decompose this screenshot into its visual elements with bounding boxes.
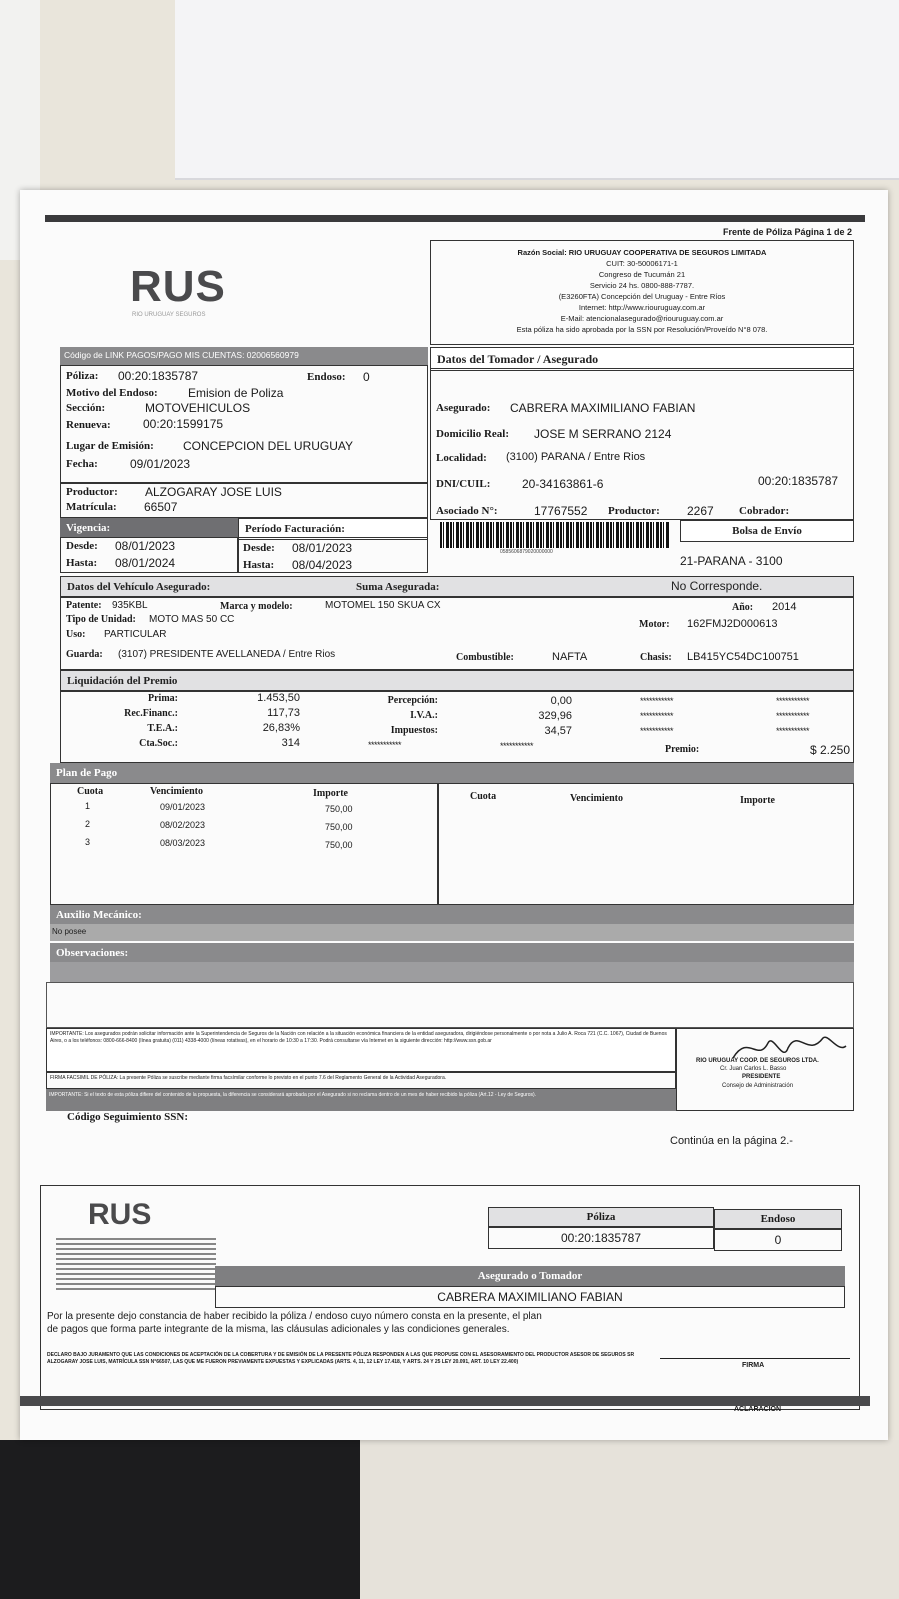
stub-declaro: DECLARO BAJO JURAMENTO QUE LAS CONDICIONES DE ACEPTACIÓN DE LA COBERTURA Y DE EMISIÓN DE LA PRESENTE PÓLIZA RESPONDEN A LAS QUE PROPUSE CON EL ASESORAMIENTO DEL PRODUCTOR ASESOR DE SEGUROS SR ALZOGARAY JOSE LUIS, MATRÍCULA SSN N°66507, LAS QUE ME FUERON PREVIAMENTE EXPUESTAS Y EXPLICADAS (ARTS. 4, 11, 12 LEY 17.418, Y ARTS. 24 Y 25 LEY 20.091, ART. 10 LEY 22.400) [47, 1352, 635, 1365]
stub-text: Por la presente dejo constancia de haber recibido la póliza / endoso cuyo número consta en la presente, el plan de pagos que forma parte integrante de la misma, las cláusulas adicionales y las condiciones generales. [47, 1311, 542, 1335]
tipo-value: MOTO MAS 50 CC [149, 614, 235, 625]
vehiculo-header [60, 576, 854, 598]
combustible-value: NAFTA [552, 651, 588, 663]
auxilio-value: No posee [50, 924, 854, 941]
fecha-value: 09/01/2023 [130, 457, 191, 471]
facturacion-hasta-label: Hasta: [243, 559, 275, 571]
plan-header: Plan de Pago [50, 763, 854, 783]
anio-label: Año: [732, 602, 754, 613]
seccion-label: Sección: [66, 402, 106, 414]
tea-label: T.E.A.: [147, 723, 178, 734]
masked-value: *********** [640, 726, 674, 736]
plan-row-venc: 08/02/2023 [160, 820, 206, 830]
signer-company: RIO URUGUAY COOP. DE SEGUROS LTDA. [696, 1058, 819, 1064]
vigencia-desde: 08/01/2023 [115, 539, 176, 553]
masked-value: *********** [776, 726, 810, 736]
stub-rus-logo: RUS [88, 1198, 152, 1231]
poliza-reference: 00:20:1835787 [758, 474, 839, 488]
background-surface [360, 1440, 899, 1599]
observaciones-header: Observaciones: [50, 943, 854, 963]
plan-row-importe: 750,00 [325, 822, 353, 832]
masked-value: *********** [776, 696, 810, 706]
productor-value: ALZOGARAY JOSE LUIS [145, 485, 282, 499]
motor-label: Motor: [639, 619, 670, 630]
col-vencimiento: Vencimiento [150, 786, 203, 797]
signer-org: Consejo de Administración [722, 1083, 794, 1089]
localidad-value: (3100) PARANA / Entre Rios [506, 451, 646, 463]
matricula-label: Matrícula: [66, 501, 117, 513]
tomador-productor-label: Productor: [608, 505, 660, 517]
asociado-label: Asociado N°: [436, 505, 498, 517]
motivo-value: Emision de Poliza [188, 386, 284, 400]
page-indicator: Frente de Póliza Página 1 de 2 [722, 227, 852, 237]
signer-role: PRESIDENTE [742, 1074, 781, 1080]
tipo-label: Tipo de Unidad: [66, 614, 136, 625]
facturacion-header: Período Facturación: [238, 518, 428, 540]
vigencia-hasta: 08/01/2024 [115, 556, 176, 570]
cobrador-label: Cobrador: [739, 505, 790, 517]
endoso-value: 0 [363, 370, 370, 384]
uso-value: PARTICULAR [104, 629, 167, 640]
col-cuota: Cuota [470, 791, 497, 802]
productor-label: Productor: [66, 486, 118, 498]
uso-label: Uso: [66, 629, 86, 640]
bottom-rule [20, 1396, 870, 1406]
combustible-label: Combustible: [456, 652, 514, 663]
impuestos-label: Impuestos: [390, 725, 438, 736]
iva-label: I.V.A.: [410, 710, 438, 721]
company-line: Internet: http://www.riouruguay.com.ar [578, 303, 706, 312]
masked-value: *********** [776, 711, 810, 721]
guarda-label: Guarda: [66, 649, 103, 660]
stub-endoso-value: 0 [714, 1229, 842, 1251]
ctasoc-value: 314 [281, 737, 300, 749]
stub-tomador-value: CABRERA MAXIMILIANO FABIAN [215, 1286, 845, 1308]
dni-label: DNI/CUIL: [436, 478, 491, 490]
policy-box [60, 365, 428, 483]
masked-value: *********** [500, 741, 534, 751]
tomador-box [430, 368, 854, 520]
marca-value: MOTOMEL 150 SKUA CX [325, 600, 441, 611]
bolsa-value: 21-PARANA - 3100 [680, 554, 783, 568]
company-line: Esta póliza ha sido aprobada por la SSN por Resolución/Proveído N°8 078. [516, 325, 768, 334]
masked-value: *********** [368, 740, 402, 750]
top-rule [45, 215, 865, 222]
company-line: CUIT: 30-50006171-1 [606, 259, 678, 268]
rus-logo-subtitle: RIO URUGUAY SEGUROS [132, 312, 206, 318]
plan-row-cuota: 2 [85, 819, 91, 829]
continua-text: Continúa en la página 2.- [670, 1135, 793, 1147]
fecha-label: Fecha: [66, 458, 98, 470]
company-line: Congreso de Tucumán 21 [598, 270, 686, 279]
vehiculo-title: Datos del Vehículo Asegurado: [67, 581, 211, 593]
lugar-value: CONCEPCION DEL URUGUAY [183, 439, 354, 453]
impuestos-value: 34,57 [544, 725, 572, 737]
renueva-label: Renueva: [66, 419, 111, 431]
rus-logo: RUS [130, 262, 226, 311]
motor-value: 162FMJ2D000613 [687, 618, 778, 630]
lugar-label: Lugar de Emisión: [66, 440, 154, 452]
recfin-value: 117,73 [267, 707, 300, 719]
barcode-number: 0585606879020000000 [500, 549, 553, 555]
stub-poliza-label: Póliza [488, 1207, 714, 1227]
barcode [440, 522, 670, 548]
importante-text: IMPORTANTE: Los asegurados podrán solicitar información ante la Superintendencia de Seguros de la Nación con relación a la situación económica financiera de la entidad aseguradora, dirigiéndose personalmente o por nota a Julio A. Roca 721 (C.C. 1067), Ciudad de Buenos Aires, o a los teléfonos: 0800-666-8400 (línea gratuita) (011) 4338-4000 (líneas rotativas), en el horario de 10:30 a 17:30. Podrá consultarse vía Internet en la siguiente dirección: http://www.ssn.gob.ar [46, 1028, 676, 1072]
link-pagos-code: Código de LINK PAGOS/PAGO MIS CUENTAS: 02006560979 [60, 347, 428, 365]
company-line: (E3260FTA) Concepción del Uruguay - Entre Ríos [558, 292, 726, 301]
vigencia-hasta-label: Hasta: [66, 557, 98, 569]
premio-value: $ 2.250 [809, 743, 850, 757]
liquidacion-box [60, 690, 854, 763]
seccion-value: MOTOVEHICULOS [145, 401, 251, 415]
ctasoc-label: Cta.Soc.: [139, 738, 178, 749]
renueva-value: 00:20:1599175 [143, 417, 224, 431]
suma-label: Suma Asegurada: [356, 581, 440, 593]
ssn-label: Código Seguimiento SSN: [67, 1111, 189, 1123]
background-sheet [175, 0, 899, 180]
firma-line [660, 1358, 850, 1359]
recfin-label: Rec.Financ.: [124, 708, 178, 719]
suma-value: No Corresponde. [671, 579, 763, 593]
percepcion-value: 0,00 [550, 695, 572, 707]
company-info-box [430, 240, 854, 345]
masked-value: *********** [640, 711, 674, 721]
firma-label: FIRMA [742, 1362, 765, 1369]
vigencia-header: Vigencia: [60, 518, 238, 538]
company-line: E-Mail: atencionalasegurado@riouruguay.com.ar [560, 314, 724, 323]
firma-facsimil-text: FIRMA FACSIMIL DE PÓLIZA: La presente Póliza se suscribe mediante firma facsímilar conforme lo previsto en el punto 7.6 del Reglamento General de la Actividad Aseguradora. [46, 1072, 676, 1089]
observaciones-box [46, 982, 854, 1028]
importante2-text: IMPORTANTE: Si el texto de esta póliza difiere del contenido de la propuesta, la diferencia se considerará aprobada por el Asegurado si no reclama dentro de un mes de haber recibido la póliza (Art.12 - Ley de Seguros). [46, 1089, 676, 1111]
prima-label: Prima: [148, 693, 178, 704]
plan-right-box [438, 783, 854, 905]
poliza-label: Póliza: [66, 370, 99, 382]
auxilio-header: Auxilio Mecánico: [50, 905, 854, 925]
domicilio-value: JOSE M SERRANO 2124 [534, 427, 672, 441]
localidad-label: Localidad: [436, 452, 487, 464]
plan-row-venc: 08/03/2023 [160, 838, 206, 848]
col-vencimiento: Vencimiento [570, 793, 623, 804]
masked-value: *********** [640, 696, 674, 706]
background-surface-dark [0, 1440, 360, 1599]
patente-label: Patente: [66, 600, 102, 611]
dni-value: 20-34163861-6 [522, 477, 604, 491]
chasis-value: LB415YC54DC100751 [687, 651, 799, 663]
facturacion-hasta: 08/04/2023 [292, 558, 353, 572]
plan-left-box [50, 783, 438, 905]
prima-value: 1.453,50 [257, 692, 300, 704]
guarda-value: (3107) PRESIDENTE AVELLANEDA / Entre Rios [118, 649, 336, 660]
plan-row-venc: 09/01/2023 [160, 802, 206, 812]
signer-name: Cr. Juan Carlos L. Basso [720, 1066, 787, 1072]
plan-row-importe: 750,00 [325, 804, 353, 814]
asegurado-label: Asegurado: [436, 402, 491, 414]
plan-row-cuota: 1 [85, 801, 91, 811]
stub-poliza-value: 00:20:1835787 [488, 1227, 714, 1249]
company-line: Servicio 24 hs. 0800-888-7787. [589, 281, 695, 290]
tomador-productor-value: 2267 [687, 504, 714, 518]
tomador-header: Datos del Tomador / Asegurado [430, 347, 854, 371]
chasis-label: Chasis: [640, 652, 672, 663]
plan-row-importe: 750,00 [325, 840, 353, 850]
premio-label: Premio: [665, 744, 700, 755]
policy-document [20, 190, 888, 1440]
anio-value: 2014 [772, 601, 797, 613]
stub-tomador-label: Asegurado o Tomador [215, 1266, 845, 1286]
asociado-value: 17767552 [534, 504, 588, 518]
motivo-label: Motivo del Endoso: [66, 387, 158, 399]
endoso-label: Endoso: [307, 371, 346, 383]
patente-value: 935KBL [112, 600, 148, 611]
facturacion-desde-label: Desde: [243, 542, 275, 554]
marca-label: Marca y modelo: [220, 601, 293, 612]
stub-company-lines [56, 1238, 216, 1293]
col-importe: Importe [740, 795, 775, 806]
plan-row-cuota: 3 [85, 837, 91, 847]
aclaracion-label: ACLARACIÓN [734, 1406, 782, 1413]
facturacion-desde: 08/01/2023 [292, 541, 353, 555]
matricula-value: 66507 [144, 500, 178, 514]
vigencia-desde-label: Desde: [66, 540, 98, 552]
stub-endoso-label: Endoso [714, 1209, 842, 1229]
liquidacion-header: Liquidación del Premio [60, 670, 854, 692]
col-importe: Importe [313, 788, 348, 799]
poliza-value: 00:20:1835787 [118, 369, 199, 383]
observaciones-bar [50, 962, 854, 982]
iva-value: 329,96 [538, 710, 572, 722]
domicilio-label: Domicilio Real: [436, 428, 510, 440]
tea-value: 26,83% [262, 722, 300, 734]
col-cuota: Cuota [77, 786, 104, 797]
company-line: Razón Social: RIO URUGUAY COOPERATIVA DE SEGUROS LIMITADA [517, 248, 767, 257]
percepcion-label: Percepción: [387, 695, 438, 706]
bolsa-header: Bolsa de Envío [680, 520, 854, 542]
asegurado-value: CABRERA MAXIMILIANO FABIAN [510, 401, 696, 415]
